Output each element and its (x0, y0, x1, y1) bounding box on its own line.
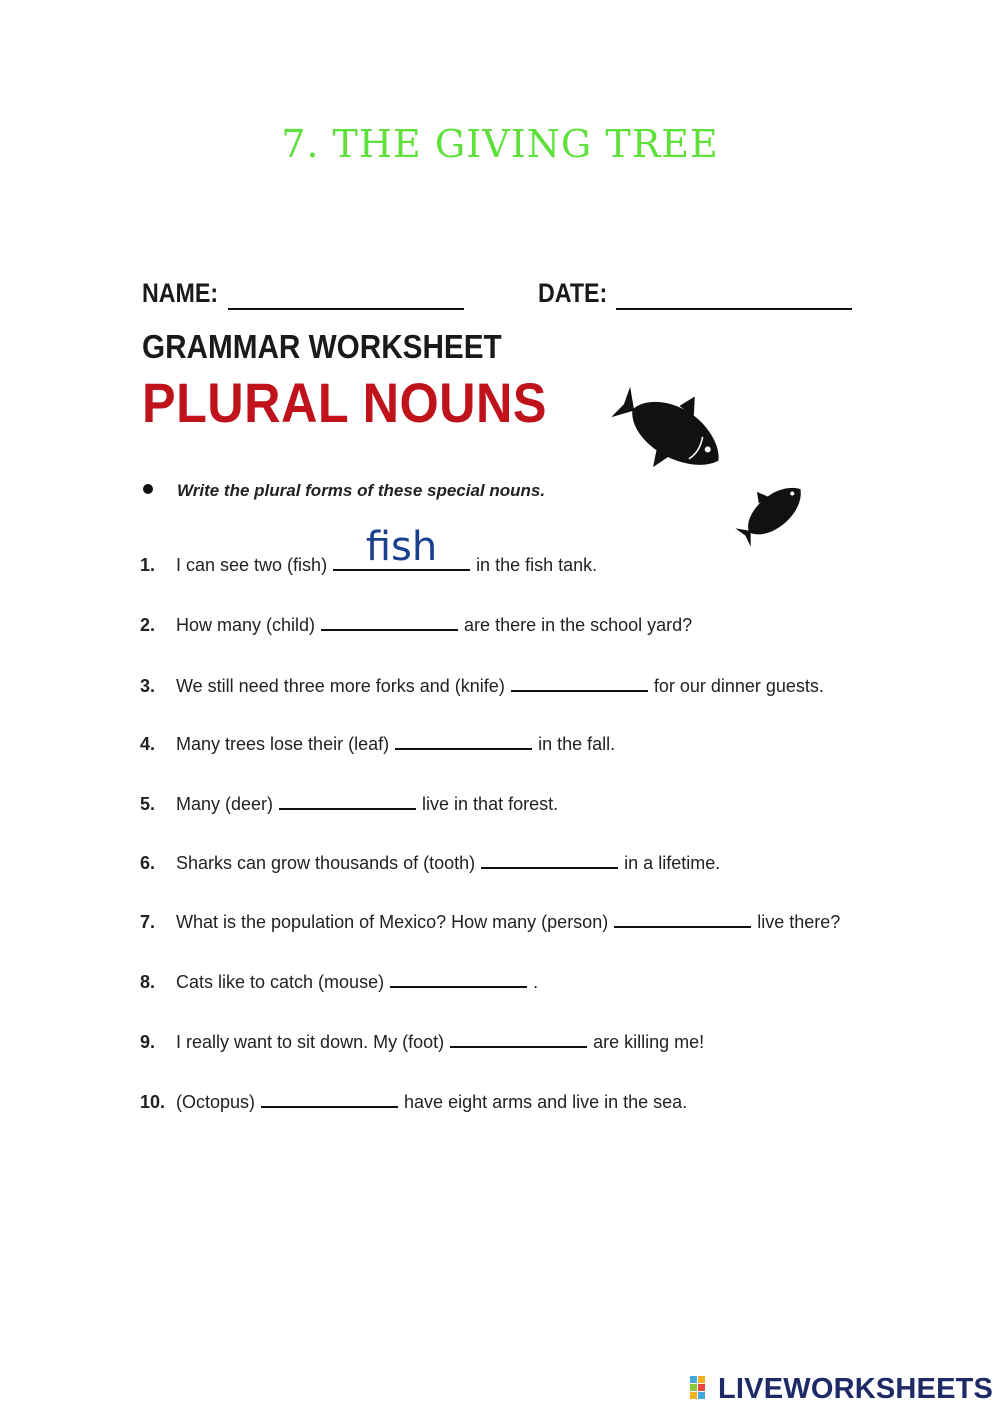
question-text-before: Sharks can grow thousands of (tooth) (176, 853, 476, 873)
date-field[interactable] (616, 308, 852, 310)
question-number: 4. (140, 734, 156, 754)
answer-blank[interactable] (511, 672, 648, 692)
worksheet-heading: GRAMMAR WORKSHEET (142, 328, 502, 365)
worksheet-title: PLURAL NOUNS (142, 371, 547, 434)
answer-blank[interactable] (261, 1088, 398, 1108)
question-text-after: live there? (757, 912, 841, 932)
question-row (140, 730, 880, 758)
question-text-before: Many (deer) (176, 794, 274, 814)
answer-text: fish (365, 524, 438, 570)
question-text-after: for our dinner guests. (653, 676, 824, 696)
answer-blank[interactable] (333, 524, 470, 571)
logo-text: LIVEWORKSHEETS (718, 1373, 994, 1405)
question-text-after: have eight arms and live in the sea. (404, 1092, 688, 1112)
name-field[interactable] (228, 308, 464, 310)
question-number: 6. (140, 853, 156, 873)
large-fish-icon (612, 376, 732, 491)
question-row (140, 790, 880, 818)
answer-blank[interactable] (395, 730, 532, 750)
question-row (140, 908, 880, 936)
answer-blank[interactable] (614, 908, 751, 928)
question-text-before: (Octopus) (176, 1092, 256, 1112)
answer-blank[interactable] (321, 611, 458, 631)
question-row (140, 611, 880, 639)
question-number: 5. (140, 794, 156, 814)
name-label: NAME: (142, 278, 219, 308)
question-row (140, 524, 880, 579)
question-number: 3. (140, 676, 156, 696)
bullet-point (143, 484, 153, 494)
question-row (140, 672, 880, 700)
answer-blank[interactable] (481, 849, 618, 869)
question-text-after: in the fish tank. (476, 555, 598, 575)
question-text-after: are killing me! (593, 1032, 705, 1052)
answer-blank[interactable] (450, 1028, 587, 1048)
question-row (140, 1028, 880, 1056)
question-text-before: Many trees lose their (leaf) (176, 734, 390, 754)
question-number: 8. (140, 972, 156, 992)
question-text-before: How many (child) (176, 615, 316, 635)
answer-blank[interactable] (279, 790, 416, 810)
question-text-after: in a lifetime. (624, 853, 721, 873)
question-row (140, 849, 880, 877)
answer-blank[interactable] (390, 968, 527, 988)
page-title: 7. THE GIVING TREE (281, 122, 719, 166)
liveworksheets-logo-icon (690, 1376, 714, 1400)
question-text-after: . (533, 972, 539, 992)
question-text-before: What is the population of Mexico? How many (person) (176, 912, 609, 932)
question-row (140, 1088, 880, 1116)
question-number: 2. (140, 615, 156, 635)
question-number: 10. (140, 1092, 166, 1112)
question-text-before: Cats like to catch (mouse) (176, 972, 385, 992)
date-label: DATE: (538, 278, 608, 308)
question-text-before: We still need three more forks and (knife) (176, 676, 505, 696)
instruction-text: Write the plural forms of these special nouns. (177, 481, 546, 500)
small-fish-icon (733, 470, 813, 552)
question-text-before: I really want to sit down. My (foot) (176, 1032, 445, 1052)
question-number: 1. (140, 555, 156, 575)
question-number: 7. (140, 912, 156, 932)
name-date-row (142, 278, 862, 314)
question-text-after: in the fall. (538, 734, 616, 754)
question-text-before: I can see two (fish) (176, 555, 328, 575)
question-row (140, 968, 880, 996)
question-number: 9. (140, 1032, 156, 1052)
question-text-after: live in that forest. (422, 794, 559, 814)
question-text-after: are there in the school yard? (464, 615, 693, 635)
